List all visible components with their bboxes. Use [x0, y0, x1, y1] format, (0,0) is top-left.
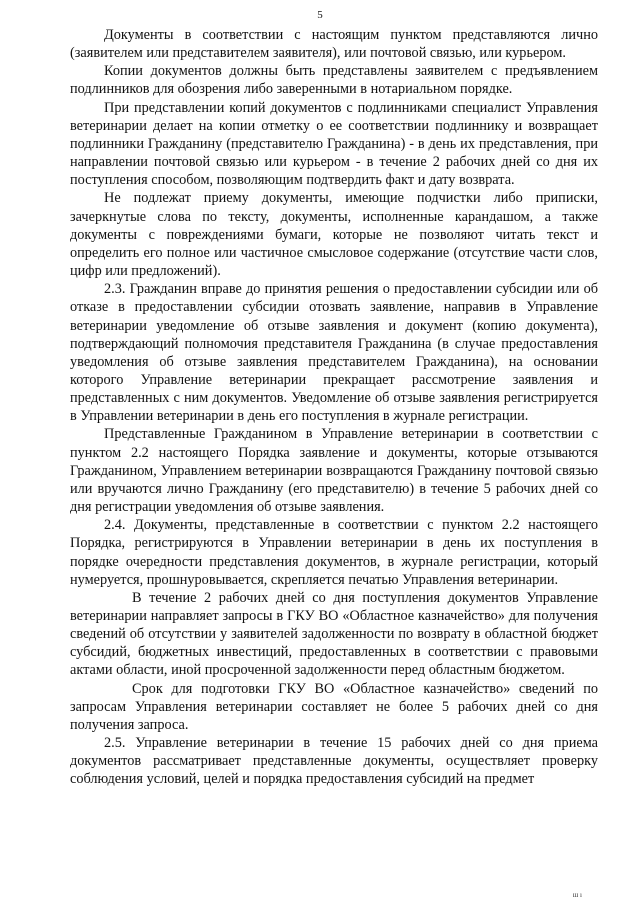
paragraph-copies-verification: При представлении копий документов с подлинниками специалист Управления ветеринарии делает на копии отметку о ее соответствии подлиннику и возвращает подлинники Гражданину (представителю Гражданина) - в день их представления, при направлении почтовой связью или курьером - в течение 2 рабочих дней со дня их поступления способом, позволяющим подтвердить факт и дату возврата. [70, 99, 598, 189]
paragraph-copies: Копии документов должны быть представлены заявителем с предъявлением подлинников для обозрения либо заверенными в нотариальном порядке. [70, 63, 598, 98]
page-number: 5 [317, 9, 323, 21]
paragraph-treasury-deadline: Срок для подготовки ГКУ ВО «Областное казначейство» сведений по запросам Управления ветеринарии составляет не более 5 рабочих дней со дня получения запроса. [70, 680, 598, 733]
document-body [70, 26, 598, 789]
paragraph-treasury-requests: В течение 2 рабочих дней со дня поступления документов Управление ветеринарии направляет запросы в ГКУ ВО «Областное казначейство» для получения сведений об отсутствии у заявителей задолженности по возврату в областной бюджет субсидий, бюджетных инвестиций, предоставленных в соответствии с правовыми актами области, иной просроченной задолженности перед областным бюджетом. [70, 589, 598, 679]
paragraph-section-2-4: 2.4. Документы, представленные в соответствии с пунктом 2.2 настоящего Порядка, регистрируются в Управлении ветеринарии в день их поступления в порядке очередности представления документов, в журнале регистрации, который нумеруется, прошнуровывается, скрепляется печатью Управления ветеринарии. [70, 517, 598, 588]
paragraph-section-2-5: 2.5. Управление ветеринарии в течение 15 рабочих дней со дня приема документов рассматривает представленные документы, осуществляет проверку соблюдения условий, целей и порядка предоставления субсидий на предмет [70, 735, 598, 788]
footer-mark: ш ı [572, 891, 582, 899]
paragraph-section-2-3: 2.3. Гражданин вправе до принятия решения о предоставлении субсидии или об отказе в предоставлении субсидии отозвать заявление, направив в Управление ветеринарии уведомление об отзыве заявления и документ (копию документа), подтверждающий полномочия представителя Гражданина (в случае предоставления уведомления об отзыве заявления представителем Гражданина), на основании которого Управление ветеринарии прекращает рассмотрение заявления и представленных с ним документов. Уведомление об отзыве заявления регистрируется в Управлении ветеринарии в день его поступления в журнале регистрации. [70, 281, 598, 425]
paragraph-documents-return: Представленные Гражданином в Управление ветеринарии в соответствии с пунктом 2.2 настоящего Порядка заявление и документы, которые отзываются Гражданином, Управлением ветеринарии возвращаются Гражданину почтовой связью или вручаются лично Гражданину (его представителю) в течение 5 рабочих дней со дня регистрации уведомления об отзыве заявления. [70, 426, 598, 516]
paragraph-submission-method: Документы в соответствии с настоящим пунктом представляются лично (заявителем или представителем заявителя), или почтовой связью, или курьером. [70, 27, 598, 62]
paragraph-rejected-documents: Не подлежат приему документы, имеющие подчистки либо приписки, зачеркнутые слова по тексту, документы, исполненные карандашом, а также документы с повреждениями бумаги, которые не позволяют читать текст и определить его полное или частичное смысловое содержание (отсутствие части слов, цифр или предложений). [70, 190, 598, 280]
